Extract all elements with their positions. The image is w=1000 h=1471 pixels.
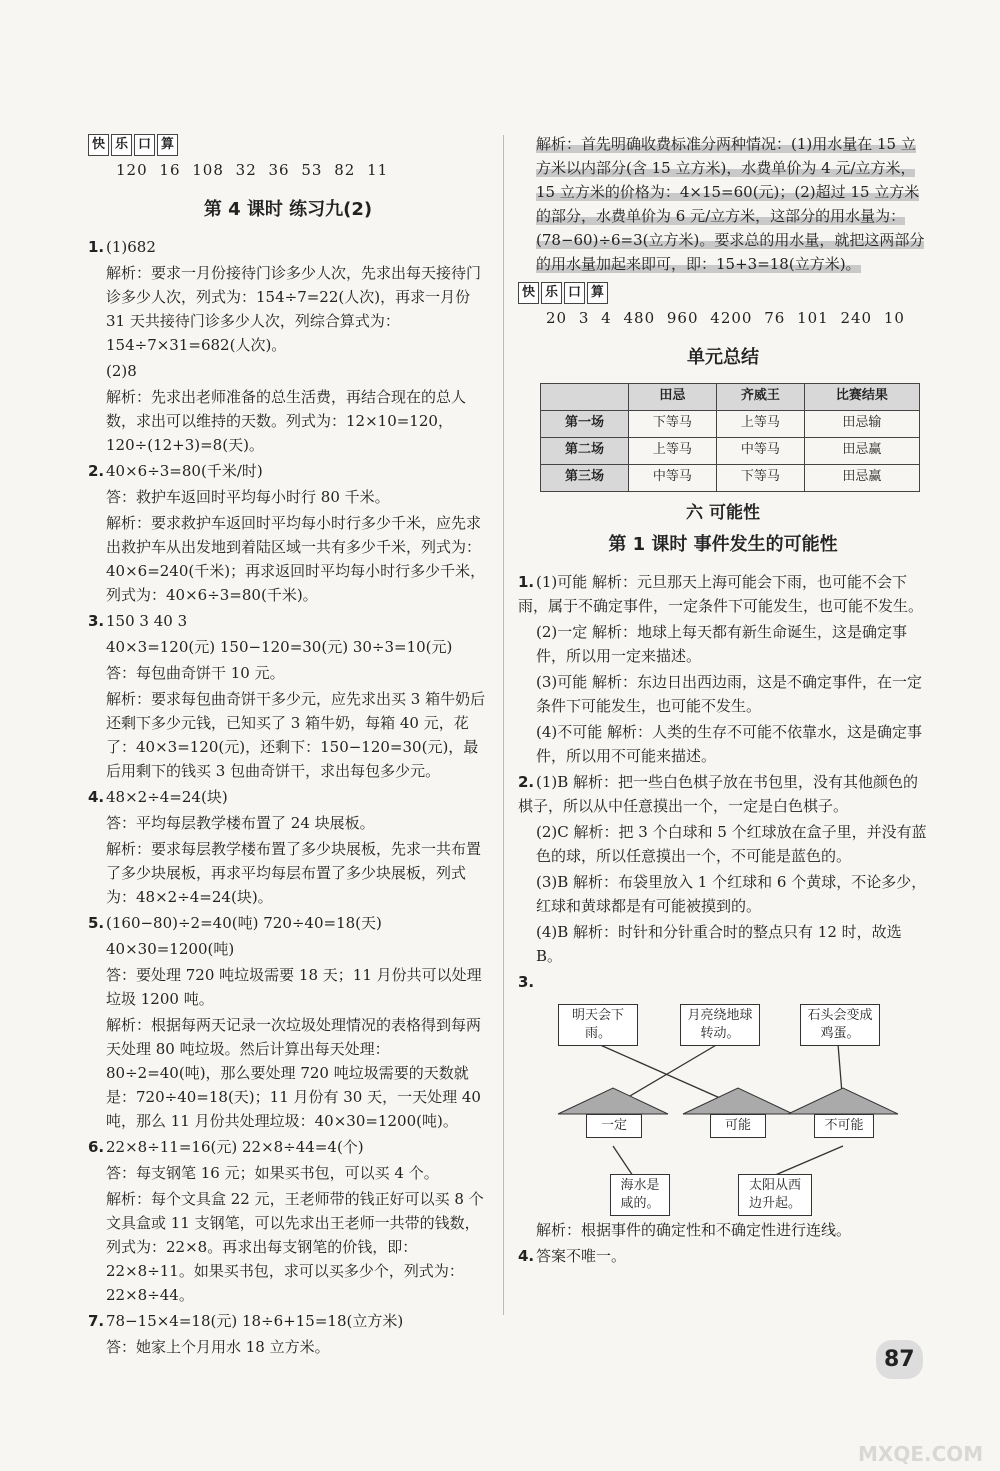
table-cell: 田忌赢 (804, 437, 919, 464)
question-number: 3. (88, 611, 105, 630)
question-text: (1)682 (106, 237, 156, 256)
question-item (88, 635, 488, 659)
question-text: 答：每包曲奇饼干 10 元。 (106, 663, 285, 682)
question-text: 解析：要求每层教学楼布置了多少块展板，先求一共布置了多少块展板，再求平均每层布置了多少块展板，列式为：48×2÷4=24(块)。 (106, 839, 482, 906)
table-cell: 田忌赢 (804, 464, 919, 491)
question-item (518, 770, 928, 818)
question-number: 2. (518, 772, 535, 791)
kuaile-numbers: 120 16 108 32 36 53 82 11 (116, 161, 389, 179)
question-item (518, 870, 928, 918)
table-cell: 田忌输 (804, 410, 919, 437)
kuaile-numbers: 20 3 4 480 960 4200 76 101 240 10 (546, 309, 905, 327)
tag-char: 口 (564, 282, 585, 304)
tag-char: 快 (88, 134, 109, 156)
tag-char: 乐 (111, 134, 132, 156)
question-text: 答：救护车返回时平均每小时行 80 千米。 (106, 487, 390, 506)
table-header: 比赛结果 (804, 383, 919, 410)
statement-box: 明天会下雨。 (558, 1004, 638, 1046)
question-text: 答：她家上个月用水 18 立方米。 (106, 1337, 330, 1356)
question-item (88, 485, 488, 509)
question-item (518, 1244, 928, 1268)
statement-box: 石头会变成鸡蛋。 (800, 1004, 880, 1046)
question-item (88, 1187, 488, 1307)
table-cell: 中等马 (628, 464, 716, 491)
right-column (518, 130, 928, 1270)
question-item (88, 1013, 488, 1133)
question-item (88, 837, 488, 909)
question-text: 解析：根据每两天记录一次垃圾处理情况的表格得到每两天处理 80 吨垃圾。然后计算出每天处理：80÷2=40(吨)，那么要处理 720 吨垃圾需要的天数就是：720÷40=18(天)；11 月份有 30 天，一天处理 40 吨，那么 11 月份共处理垃圾：40×30=1200(吨)。 (106, 1015, 482, 1130)
question-text: (1)B 解析：把一些白色棋子放在书包里，没有其他颜色的棋子，所以从中任意摸出一个，一定是白色棋子。 (518, 772, 919, 815)
question-number: 4. (518, 1246, 535, 1265)
house-label: 一定 (586, 1114, 642, 1138)
question-text: (2)C 解析：把 3 个白球和 5 个红球放在盒子里，并没有蓝色的球，所以任意摸出一个，不可能是蓝色的。 (536, 822, 927, 865)
question-item (88, 385, 488, 457)
question-item (88, 1309, 488, 1333)
lesson-title: 第 4 课时 练习九(2) (203, 199, 373, 220)
right-question-list (518, 570, 928, 994)
question-item (88, 687, 488, 783)
table-header: 齐威王 (716, 383, 804, 410)
summary-title: 单元总结 (687, 347, 759, 368)
question-item (88, 1335, 488, 1359)
question-text: (3)B 解析：布袋里放入 1 个红球和 6 个黄球，不论多少，红球和黄球都是有可能被摸到的。 (536, 872, 927, 915)
question-number: 1. (88, 237, 105, 256)
question-number: 2. (88, 461, 105, 480)
question-item (88, 661, 488, 685)
question-text: 48×2÷4=24(块) (106, 787, 228, 806)
question-text: 解析：要求每包曲奇饼干多少元，应先求出买 3 箱牛奶后还剩下多少元钱，已知买了 3 箱牛奶，每箱 40 元，花了：40×3=120(元)，还剩下：150−120=30(元)，最后用剩下的钱买 3 包曲奇饼干，求出每包多少元。 (106, 689, 486, 780)
question-item (518, 620, 928, 668)
house-label: 不可能 (814, 1114, 874, 1138)
question-text: 40×6÷3=80(千米/时) (106, 461, 263, 480)
question-text: (4)不可能 解析：人类的生存不可能不依靠水，这是确定事件，所以用不可能来描述。 (536, 722, 923, 765)
column-divider (503, 135, 504, 1315)
question-text: 解析：每个文具盒 22 元，王老师带的钱正好可以买 8 个文具盒或 11 支钢笔，可以先求出王老师一共带的钱数，列式为：22×8。再求出每支钢笔的价钱，即：22×8÷11。如果买书包，求可以买多少个，列式为：22×8÷44。 (106, 1189, 484, 1304)
left-column (88, 130, 488, 1361)
question-text: 答案不唯一。 (536, 1246, 627, 1265)
question-text: (3)可能 解析：东边日出西边雨，这是不确定事件，在一定条件下可能发生，也可能不发生。 (536, 672, 923, 715)
table-cell: 上等马 (628, 437, 716, 464)
question-text: 解析：要求救护车返回时平均每小时行多少千米，应先求出救护车从出发地到着陆区域一共有多少千米，列式为：40×6=240(千米)；再求返回时平均每小时行多少千米，列式为：40×6÷3=80(千米)。 (106, 513, 486, 604)
question-number: 7. (88, 1311, 105, 1330)
statement-box: 海水是咸的。 (610, 1174, 670, 1216)
statement-box: 太阳从西边升起。 (738, 1174, 812, 1216)
table-row (541, 464, 920, 491)
question-item (88, 235, 488, 259)
table-cell: 第二场 (541, 437, 629, 464)
question-text: (2)8 (106, 361, 137, 380)
question-item (518, 820, 928, 868)
question-item (88, 963, 488, 1011)
question-text: 40×3=120(元) 150−120=30(元) 30÷3=10(元) (106, 637, 453, 656)
statement-box: 月亮绕地球转动。 (680, 1004, 760, 1046)
tag-char: 口 (134, 134, 155, 156)
house-label: 可能 (710, 1114, 766, 1138)
left-question-list (88, 235, 488, 1359)
question-item (518, 670, 928, 718)
unit-title: 六 可能性 (686, 502, 760, 523)
diagram-analysis: 解析：根据事件的确定性和不确定性进行连线。 (536, 1220, 852, 1239)
question-item (88, 811, 488, 835)
question-item (88, 511, 488, 607)
table-row (541, 437, 920, 464)
summary-table (540, 383, 920, 492)
question-item (88, 609, 488, 633)
table-header (541, 383, 629, 410)
question-text: 答：平均每层教学楼布置了 24 块展板。 (106, 813, 375, 832)
question-item (88, 459, 488, 483)
question-item (88, 359, 488, 383)
question-text: (4)B 解析：时针和分针重合时的整点只有 12 时，故选 B。 (536, 922, 902, 965)
question-text: 22×8÷11=16(元) 22×8÷44=4(个) (106, 1137, 364, 1156)
table-cell: 下等马 (628, 410, 716, 437)
tag-char: 算 (587, 282, 608, 304)
question-text: 40×30=1200(吨) (106, 939, 235, 958)
tag-char: 乐 (541, 282, 562, 304)
question-text: 解析：先求出老师准备的总生活费，再结合现在的总人数，求出可以维持的天数。列式为：12×10=120，120÷(12+3)=8(天)。 (106, 387, 467, 454)
question-item (88, 785, 488, 809)
question-text: (1)可能 解析：元旦那天上海可能会下雨，也可能不会下雨，属于不确定事件，一定条件下可能发生，也可能不发生。 (518, 572, 924, 615)
table-cell: 中等马 (716, 437, 804, 464)
question-text: 答：要处理 720 吨垃圾需要 18 天；11 月份共可以处理垃圾 1200 吨。 (106, 965, 482, 1008)
question-item (88, 1161, 488, 1185)
tag-char: 快 (518, 282, 539, 304)
question-text: 答：每支钢笔 16 元；如果买书包，可以买 4 个。 (106, 1163, 439, 1182)
question-text: 解析：要求一月份接待门诊多少人次，先求出每天接待门诊多少人次，列式为：154÷7=22(人次)，再求一月份 31 天共接待门诊多少人次，列综合算式为：154÷7×31=682(人次)。 (106, 263, 482, 354)
kuaile-kousuan-tag (518, 282, 608, 304)
tag-char: 算 (157, 134, 178, 156)
question-number: 4. (88, 787, 105, 806)
question-number: 5. (88, 913, 105, 932)
lesson-title: 第 1 课时 事件发生的可能性 (608, 533, 838, 555)
table-cell: 下等马 (716, 464, 804, 491)
question-item (518, 570, 928, 618)
table-cell: 第三场 (541, 464, 629, 491)
question-item (88, 911, 488, 935)
question-text: (2)一定 解析：地球上每天都有新生命诞生，这是确定事件，所以用一定来描述。 (536, 622, 908, 665)
table-cell: 第一场 (541, 410, 629, 437)
question-number: 6. (88, 1137, 105, 1156)
page-number: 87 (876, 1340, 923, 1379)
question-item (518, 970, 928, 994)
matching-diagram (538, 996, 918, 1216)
table-header: 田忌 (628, 383, 716, 410)
question-item (88, 1135, 488, 1159)
question-number: 3. (518, 972, 535, 991)
table-header-row (541, 383, 920, 410)
watermark: MXQE.COM (858, 1442, 984, 1466)
question-item (88, 937, 488, 961)
question-item (518, 920, 928, 968)
question-text: (160−80)÷2=40(吨) 720÷40=18(天) (106, 913, 382, 932)
question-item (88, 261, 488, 357)
question-text: 150 3 40 3 (106, 611, 188, 630)
question-number: 1. (518, 572, 535, 591)
table-row (541, 410, 920, 437)
house-roofs (558, 1088, 898, 1114)
table-cell: 上等马 (716, 410, 804, 437)
top-analysis: 解析：首先明确收费标准分两种情况：(1)用水量在 15 立方米以内部分(含 15 立方米)，水费单价为 4 元/立方米，15 立方米的价格为：4×15=60(元)；(2)超过 15 立方米的部分，水费单价为 6 元/立方米，这部分的用水量为：(78−60)÷6=3(立方米)。要求总的用水量，就把这两部分的用水量加起来即可，即：15+3=18(立方米)。 (536, 135, 925, 273)
question-text: 78−15×4=18(元) 18÷6+15=18(立方米) (106, 1311, 404, 1330)
kuaile-kousuan-tag (88, 134, 178, 156)
question-item (518, 720, 928, 768)
